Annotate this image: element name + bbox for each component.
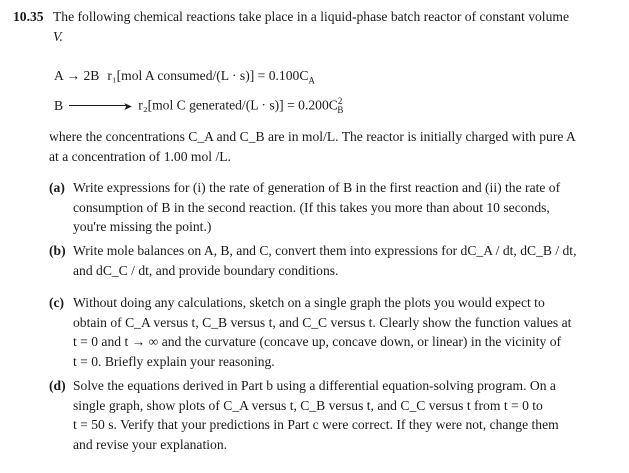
reaction-arrow	[69, 105, 127, 106]
part-b	[49, 241, 621, 280]
part-c-label: (c)	[49, 295, 65, 310]
part-a	[49, 178, 621, 237]
reaction-block	[54, 66, 343, 118]
part-d-line-3: t = 50 s. Verify that your predictions in Part c were correct. If they were not, change them	[73, 417, 559, 433]
intro-line-2: at a concentration of 1.00 mol /L.	[49, 148, 231, 164]
reaction-2	[54, 92, 343, 118]
reaction-2-equation: B	[54, 97, 64, 113]
part-a-line-1: Write expressions for (i) the rate of generation of B in the first reaction and (ii) the rate of	[73, 180, 561, 195]
problem-statement: The following chemical reactions take place in a liquid-phase batch reactor of constant volume	[53, 9, 569, 24]
problem-header	[13, 7, 613, 46]
part-d-line-1: Solve the equations derived in Part b using a differential equation-solving program. On a	[73, 378, 556, 393]
part-d-label: (d)	[49, 378, 66, 393]
part-b-line-2: and dC_C / dt, and provide boundary conditions.	[73, 262, 339, 278]
part-c-line-4: t = 0. Briefly explain your reasoning.	[73, 353, 275, 369]
reaction-1-equation: A → 2B	[54, 68, 100, 83]
reaction-1-rate: r₁[mol A consumed/(L · $s)] = 0.100C_A$	[107, 68, 315, 86]
part-d	[49, 376, 621, 454]
part-c-line-2: obtain of C_A versus t, C_B versus t, and C_C versus t. Clearly show the function values at	[73, 314, 572, 330]
part-a-label: (a)	[49, 180, 65, 195]
part-d-line-2: single graph, show plots of C_A versus t, C_B versus t, and C_C versus t from t = 0 to	[73, 397, 543, 413]
reaction-1	[54, 66, 343, 92]
part-c	[49, 293, 621, 371]
problem-number: 10.35	[13, 9, 44, 24]
part-b-line-1: Write mole balances on A, B, and C, convert them into expressions for dC_A / dt, dC_B / dt,	[73, 243, 577, 258]
part-c-line-1: Without doing any calculations, sketch on a single graph the plots you would expect to	[73, 295, 545, 310]
part-c-line-3: t = 0 and t → ∞ and the curvature (concave up, concave down, or linear) in the vicinity of	[73, 334, 562, 350]
part-b-label: (b)	[49, 243, 66, 258]
problem-statement-cont: V.	[53, 28, 63, 44]
intro-paragraph	[49, 127, 619, 166]
part-a-line-2: consumption of B in the second reaction. (If this takes you more than about 10 seconds,	[73, 199, 550, 215]
arrowhead-icon: ➤	[123, 100, 133, 113]
part-d-line-4: and revise your explanation.	[73, 436, 228, 452]
part-a-line-3: you're missing the point.)	[73, 219, 212, 235]
reaction-2-rate: r₂[mol C generated/(L · $s)] = 0.200C^2_B$	[138, 96, 344, 116]
intro-line-1: where the concentrations C_A and C_B are in mol/L. The reactor is initially charged with pure A	[49, 129, 576, 144]
